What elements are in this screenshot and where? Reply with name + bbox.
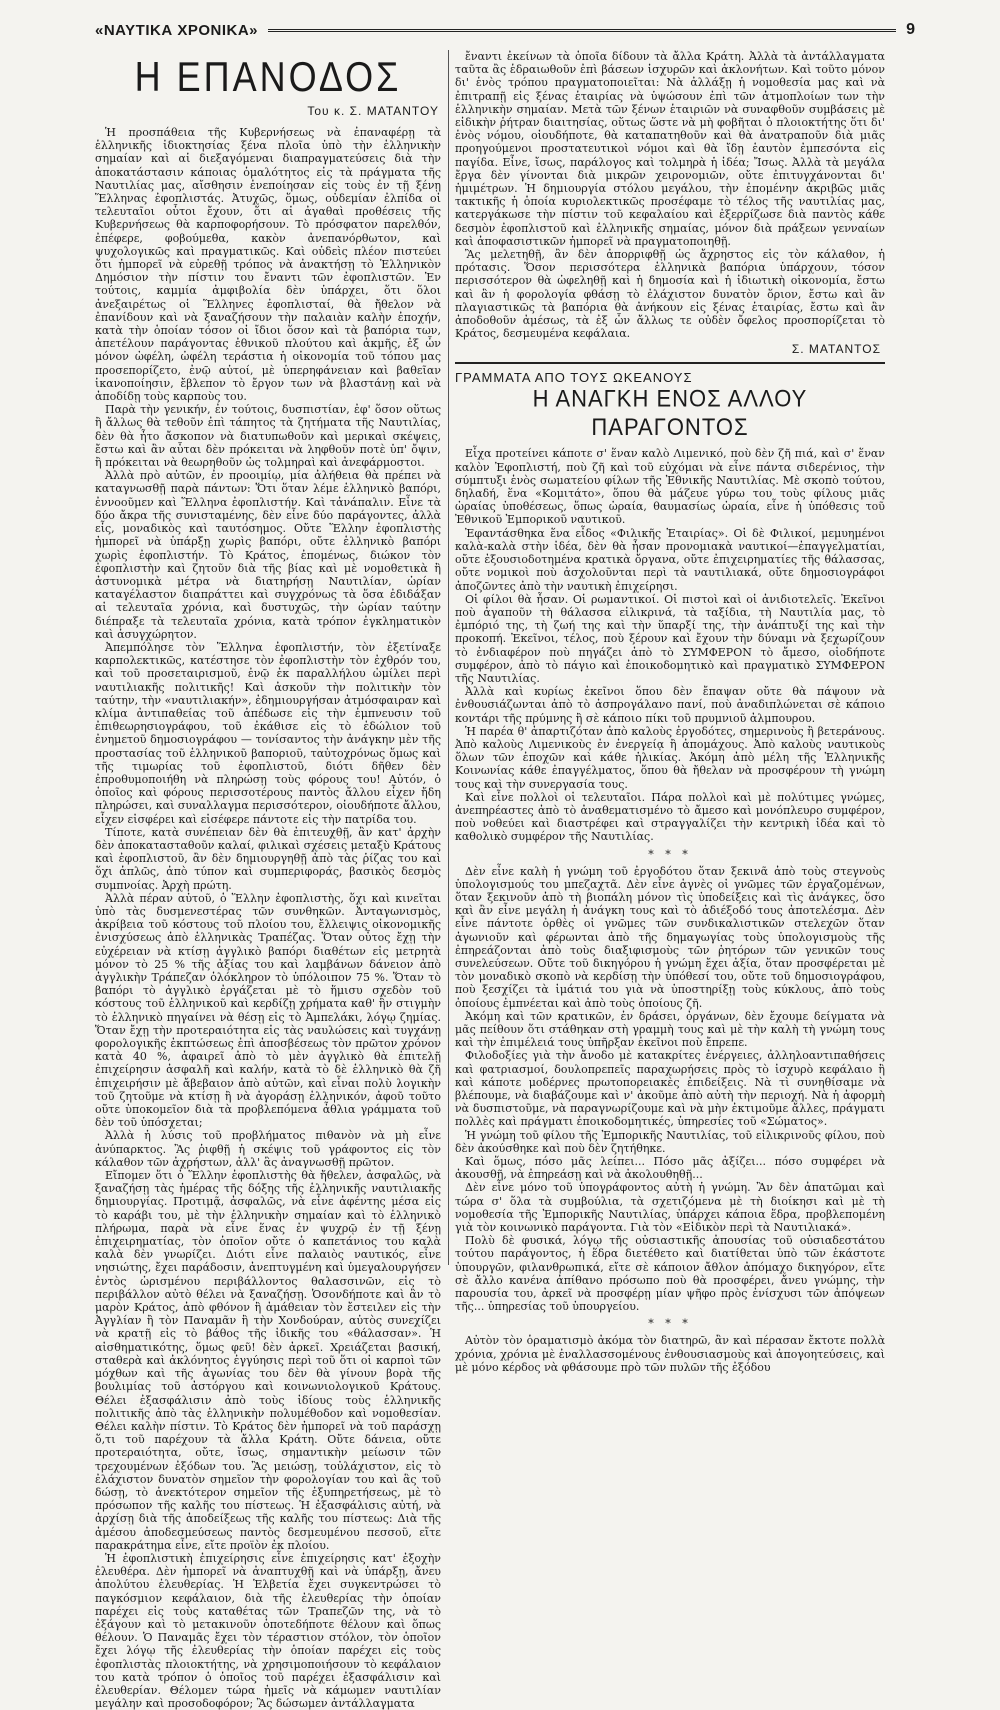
paragraph: Αὐτὸν τὸν ὁραματισμὸ ἀκόμα τὸν διατηρῶ, ἂν καὶ πέρασαν ἔκτοτε πολλὰ χρόνια, χρόνια μὲ ἐναλλασσομένους ἐνθουσιασμοὺς καὶ ἀπογοητεύσεις, καὶ μὲ μόνο κέρδος νὰ φθάσουμε πρὸ τῶν πυλῶν τῆς ἐξόδου	[455, 1334, 885, 1374]
paragraph: Δὲν εἶνε καλὴ ἡ γνώμη τοῦ ἐργοδότου ὅταν ξεκινᾶ ἀπὸ τοὺς στεγνοὺς ὑπολογισμούς του μπεζαχτᾶ. Δὲν εἶνε ἁγνὲς οἱ γνῶμες τῶν ἐργαζομένων, ὅταν ξεκινοῦν ἀπὸ τὴ βιοπάλη μόνον τὶς ὑποδείξεις καὶ τὶς ἀνάγκες, ὅσο καὶ ἂν εἶνε μεγάλη ἡ ἀνάγκη τους καὶ τὸ ἀδιέξοδό τους ἀποτελέσμα. Δὲν εἶνε πάντοτε ὀρθὲς οἱ γνῶμες τῶν συνδικαλιστικῶν στελεχῶν ὅταν ἀγωνιοῦν καὶ φέρωνται ἀπὸ τῆς δημαγωγίας τοὺς ὑπολογισμοὺς τῆς ἐπηρεάζονται ἀπὸ τοὺς διαξιφισμοὺς τῶν ῥητόρων τῶν γενικῶν τους συνελεύσεων. Οὔτε τοῦ δικηγόρου ἡ γνώμη ἔχει ἀξία, ὅταν προσφέρεται μὲ τὸν μοναδικὸ σκοπὸ νὰ κερδίσῃ τὴν ὑπόθεσί του, οὔτε τοῦ δημοσιογράφου, ποὺ ξεσχίζει τὰ ἱμάτιά του γιὰ νὰ ὑποστηρίξῃ τοὺς κύκλους, ἀπὸ τοὺς ὁποίους ἐμπνέεται καὶ ἀπὸ τοὺς ὁποίους ζῆ.	[455, 864, 885, 1010]
separator-stars: * * *	[648, 847, 692, 861]
page-header	[95, 16, 915, 44]
paragraph: ἔναντι ἐκείνων τὰ ὁποῖα δίδουν τὰ ἄλλα Κράτη. Ἀλλὰ τὰ ἀντάλλαγματα ταῦτα ἂς ἑδραιωθοῦν ἐπὶ βάσεων ἰσχυρῶν καὶ ἀκλονήτων. Καὶ τοῦτο μόνον δι' ἑνὸς τρόπου πραγματοποιεῖται: Νὰ ἀλλάξῃ ἡ νομοθεσία μας καὶ νὰ ἐπιτραπῇ εἰς ξένας ἑταιρίας νὰ ὑψώσουν ἐπὶ τῶν ἀτμοπλοίων των τὴν ἑλληνικὴν σημαίαν. Μετὰ τῶν ξένων ἑταιριῶν νὰ συναφθοῦν συμβάσεις μὲ εἰδικὴν ῥήτραν διαιτησίας, οὕτως ὥστε νὰ μὴ φοβῆται ὁ πλοιοκτήτης ὅτι δι' ἑνὸς νόμου, οἱουδήποτε, θὰ καταπατηθοῦν καὶ θὰ ἀνατραποῦν διὰ μιᾶς προηγούμενοι προστατευτικοὶ νόμοι καὶ θὰ ἴδῃ ἑαυτὸν ἐμπεσόντα εἰς παγίδα. Εἶνε, ἴσως, παράλογος καὶ τολμηρὰ ἡ ἰδέα; Ἴσως. Ἀλλὰ τὰ μεγάλα ἔργα δὲν γίνονται διὰ μικρῶν χειρονομιῶν, οὔτε ἐπιτυγχάνονται δι' ἡμιμέτρων. Ἡ δημιουργία στόλου μεγάλου, τὴν ἐπομένην ἀκριβῶς μιᾶς τακτικῆς ἡ ὁποία κυριολεκτικῶς προσέφαμε τὸ τέλος τῆς ναυτιλίας μας, κατεργάκωσε τὴν πίστιν τοῦ κεφαλαίου καὶ ἐξερρίζωσε διὰ παντὸς κάθε δεσμὸν ἐφοπλιστοῦ καὶ ἑλληνικῆς σημαίας, μόνον διὰ πράξεων γενναίων καὶ ἀποφασιστικῶν ἠμπορεῖ νὰ πραγματοποιηθῇ.	[455, 50, 885, 248]
article-body-right	[455, 50, 885, 340]
paragraph: Εἶχα προτείνει κάποτε σ' ἕναν καλὸ Λιμενικό, ποὺ δὲν ζῆ πιά, καὶ σ' ἕναν καλὸν Ἐφοπλιστή, ποὺ ζῆ καὶ τοῦ εὐχόμαι νὰ εἶνε πάντα σιδερένιος, τὴν σύμπτυξι ἑνὸς σωματείου φίλων τῆς Ἐθνικῆς Ναυτιλίας. Μὲ σκοπὸ τούτου, δηλαδή, ἕνα «Κομιτάτο», ὅπου θὰ μάζευε γύρω του τοὺς φίλους μιᾶς ὡραίας ὑποθέσεως, ὅπως ὡραία, θαυμασίως ὡραία, εἶνε ἡ ὑπόθεσις τοῦ Ἐθνικοῦ Ἐμπορικοῦ ναυτικοῦ.	[455, 447, 885, 527]
paragraph: Ἡ παρέα θ' ἀπαρτιζόταν ἀπὸ καλοὺς ἐργοδότες, σημερινοὺς ἢ βετεράνους. Ἀπὸ καλοὺς Λιμενικοὺς ἐν ἐνεργείᾳ ἢ ἀπομάχους. Ἀπὸ καλοὺς ναυτικοὺς ὅλων τῶν ἐποχῶν καὶ κάθε ἡλικίας. Ἀκόμη ἀπὸ μέλη τῆς Ἑλληνικῆς Κοινωνίας κάθε ἐπαγγέλματος, ὅπου θὰ ἤθελαν νὰ προσφέρουν τὴ γνώμη τους καὶ τὴν συνεργασία τους.	[455, 724, 885, 791]
separator-stars-2: * * *	[648, 1317, 692, 1331]
paragraph: Πολὺ δὲ φυσικά, λόγῳ τῆς οὐσιαστικῆς ἀπουσίας τοῦ οὐσιαδεστάτου τούτου παράγοντος, ἡ ἕδρα διετέθετο καὶ διατίθεται ὑπὸ τῶν ἑκάστοτε ὑπουργῶν, φιλανθρωπικά, εἴτε σὲ κάποιον ἄθλον ἀπόμαχο δικηγόρον, εἴτε σὲ ἄλλο κανένα ἀπίθανο πρόσωπο ποὺ θὰ προσφέρει, ἄνευ γνώμης, τὴν παρουσία του, ἀρκεῖ νὰ προσφέρῃ μίαν ψῆφο πρὸς ἐνίσχυσι τῶν ἀπόψεων τῆς... ὑπηρεσίας τοῦ ὑπουργείου.	[455, 1234, 885, 1314]
paragraph: Εἴπομεν ὅτι ὁ Ἕλλην ἐφοπλιστὴς θὰ ἤθελεν, ἀσφαλῶς, νὰ ξαναζήσῃ τὰς ἡμέρας τῆς δόξης τῆς ἑλληνικῆς ναυτιλιακῆς δημιουργίας. Προτιμᾷ, ἀσφαλῶς, νὰ εἶνε ἀφέντης μέσα εἰς τὸ καράβι του, μὲ τὴν ἑλληνικὴν σημαίαν καὶ τὸ ἑλληνικὸ πλήρωμα, παρὰ νὰ εἶνε ἕνας ἐν ψυχρῷ ἐν τῇ ξένῃ ἐπιχειρηματίας, τὸν ὁποῖον οὔτε ὁ καπετάνιος του καλὰ καλὰ δὲν γνωρίζει. Διότι εἶνε παλαιὸς ναυτικός, εἶνε νησιώτης, ἔχει παράδοσιν, ἀνεπτυγμένη καὶ ὑμεγαλουργήσεν ἐντὸς ὡρισμένου περιβάλλοντος θαλασσινῶν, εἰς τὸ περιβάλλον αὐτὸ θέλει νὰ ξαναζήσῃ. Ὁσονδήποτε καὶ ἂν τὸ μαρὸν Κράτος, ἀπὸ φθόνον ἢ ἀμάθειαν τὸν ἔστειλεν εἰς τὴν Ἀγγλίαν ἢ τὸν Παναμᾶν ἢ τὴν Χονδούραν, αὐτὸς συνεχίζει νὰ κρατῇ εἰς τὸ βάθος τῆς ἰδικῆς του «θάλασσαν». Ἡ αἰσθηματικότης, ὅμως φεῦ! δὲν ἀρκεῖ. Χρειάζεται βασική, σταθερὰ καὶ ἀκλόνητος ἐγγύησις περὶ τοῦ ὅτι οἱ καρποὶ τῶν μόχθων καὶ τῆς ἀγωνίας του δὲν θὰ γίνουν βορὰ τῆς βουλιμίας τοῦ ἀστόργου καὶ κοινωνιολογικοῦ Κράτους. Θέλει ἐξασφάλισιν ἀπὸ τοὺς ἰδίους τοὺς ἑλληνικῆς πολιτικῆς ἀπὸ τὰς ἑλληνικὴν πολυμέθοδον καὶ νομοθεσίαν. Θέλει καλὴν πίστιν. Τὸ Κράτος δὲν ἠμπορεῖ νὰ τοῦ παράσχῃ ὅ,τι τοῦ παρέχουν τὰ ἄλλα Κράτη. Οὔτε δάνεια, οὔτε προτεραιότητα, οὔτε, ἴσως, σημαντικὴν μείωσιν τῶν τρεχουμένων ἐξόδων του. Ἂς μειώσῃ, τοὐλάχιστον, εἰς τὸ ἐλάχιστον δυνατὸν σημεῖον τὴν φορολογίαν του καὶ ἃς τοῦ δώσῃ, τὸ ἀνεκτότερον σημεῖον τῆς ἐξυπηρετήσεως, μὲ τὸ πρόσωπον τῆς καλῆς του πίστεως. Ἡ ἐξασφάλισις αὐτή, νὰ ἀρχίσῃ διὰ τῆς ἀποδείξεως τῆς καλῆς του πίστεως: Διὰ τῆς ἀμέσου ἀποδεσμεύσεως παντὸς δεσμευμένου πεσσοῦ, εἴτε παρακράτημα εἶνε, εἴτε προϊὸν ἐκ πλοίου.	[95, 1169, 441, 1552]
paragraph: Ἡ ἐφοπλιστικὴ ἐπιχείρησις εἶνε ἐπιχείρησις κατ' ἐξοχὴν ἐλευθέρα. Δὲν ἠμπορεῖ νὰ ἀναπτυχθῇ καὶ νὰ ὑπάρξῃ, ἄνευ ἀπολύτου ἐλευθερίας. Ἡ Ἑλβετία ἔχει συγκεντρώσει τὸ παγκόσμιον κεφάλαιον, διὰ τῆς ἐλευθερίας τὴν ὁποίαν παρέχει εἰς τοὺς καταθέτας τῶν Τραπεζῶν της, νὰ τὸ ἐξάγουν καὶ τὸ μετακινοῦν ὁποτεδήποτε θέλουν καὶ ὅπως θέλουν. Ὁ Παναμᾶς ἔχει τὸν τέραστιον στόλον, τὸν ὁποῖον ἔχει λόγῳ τῆς ἐλευθερίας τὴν ὁποίαν παρέχει εἰς τοὺς ἐφοπλιστὰς πλοιοκτήτης, νὰ χρησιμοποιήσουν τὸ κεφάλαιον του κατὰ τρόπον ὁ ὁποῖος τοῦ παρέχει ἐξασφάλισιν καὶ ἐλευθερίαν. Θέλομεν τώρα ἡμεῖς νὰ κάμωμεν ναυτιλίαν μεγάλην καὶ προσοδοφόρον; Ἂς δώσωμεν ἀντάλλαγματα	[95, 1551, 441, 1710]
paragraph: Οἱ φίλοι θὰ ἦσαν. Οἱ ρωμαντικοί. Οἱ πιστοὶ καὶ οἱ ἀνιδιοτελεῖς. Ἐκεῖνοι ποὺ ἀγαποῦν τὴ θάλασσα εἰλικρινά, τὰ ταξίδια, τὴ Ναυτιλία μας, τὸ ἐμπόριό της, τὴ ζωή της καὶ τὴν ὕπαρξί της, τὴν ἀνάπτυξί της καὶ τὴν προκοπή. Ἐκεῖνοι, τέλος, ποὺ ξέρουν καὶ ἔχουν τὴν δύναμι νὰ ξεχωρίζουν τὸ ἐνδιαφέρον ποὺ πηγάζει ἀπὸ τὸ ΣΥΜΦΕΡΟΝ τὸ ἄμεσο, οἱοδήποτε συμφέρον, ἀπὸ τὸ πάγιο καὶ ἐποικοδομητικὸ καὶ πραγματικὸ ΣΥΜΦΕΡΟΝ τῆς Ναυτιλίας.	[455, 592, 885, 685]
second-article-body-part3	[455, 1334, 885, 1374]
second-article-body-part2	[455, 865, 885, 1314]
paragraph: Ἡ προσπάθεια τῆς Κυβερνήσεως νὰ ἐπαναφέρῃ τὰ ἑλληνικῆς ἰδιοκτησίας ξένα πλοῖα ὑπὸ τὴν ἑλληνικὴν σημαίαν καὶ αἱ διεξαγόμεναι διαπραγματεύσεις διὰ τὴν ἀποκατάστασιν κάποιας ὁμαλότητος εἰς τὰ πράγματα τῆς Ναυτιλίας μας, αἴσθησιν ἐνεποίησαν εἰς τοὺς ἐν τῇ ξένῃ Ἕλληνας ἐφοπλιστάς. Ἀτυχῶς, ὅμως, οὐδεμίαν ἐλπίδα οἱ τελευταῖοι οὗτοι ἔχουν, ὅτι αἱ ἀγαθαὶ προθέσεις τῆς Κυβερνήσεως θὰ καρποφορήσουν. Τὸ πρόσφατον παρελθόν, ἐπέφερε, φοβούμεθα, κακὸν ἀνεπανόρθωτον, καὶ ψυχολογικῶς καὶ πραγματικῶς. Καὶ οὐδεὶς πλέον πιστεύει ὅτι ἠμπορεῖ νὰ εὑρεθῇ τρόπος νὰ ἀνακτήσῃ τὸ Ἑλληνικὸν Δημόσιον τὴν πίστιν του ἔναντι τῶν ἐφοπλιστῶν. Ἐν τούτοις, καμμία ἀμφιβολία δὲν ὑπάρχει, ὅτι ὅλοι ἀνεξαιρέτως οἱ Ἕλληνες ἐφοπλισταί, θὰ ἤθελον νὰ ἐπανίδουν καὶ νὰ ξαναζήσουν τὴν παλαιὰν καλὴν ἐποχήν, κατὰ τὴν ὁποίαν τόσον οἱ ἴδιοι ὅσον καὶ τὰ βαπόρια των, ἀπετέλουν παράγοντας ἐθνικοῦ πλούτου καὶ ἀκμῆς, ἐξ ὧν μόνον ὠφέλη, ὠφέλη τεράστια ἡ οἰκονομία τοῦ τόπου μας προσεπορίζετο, ἐνῷ αὐτοί, μὲ ὑπερηφάνειαν καὶ βαθεῖαν ἱκανοποίησιν, ἔβλεπον τὸ ἔργον των νὰ βλαστάνῃ καὶ νὰ ἀποδίδῃ τοὺς καρποὺς του.	[95, 126, 441, 404]
paragraph: Τίποτε, κατὰ συνέπειαν δὲν θὰ ἐπιτευχθῇ, ἂν κατ' ἀρχὴν δὲν ἀποκατασταθοῦν καλαί, φιλικαὶ σχέσεις μεταξὺ Κράτους καὶ ἐφοπλιστοῦ, ἂν δὲν δημιουργηθῇ ἀπὸ τὰς ῥίζας του καὶ ὅχι ἁπλῶς, ἀπὸ τύπον καὶ συμπεριφοράς, βασικὸς δεσμὸς συμπνοίας. Ἀρχὴ πρώτη.	[95, 825, 441, 892]
paragraph: Παρὰ τὴν γενικήν, ἐν τούτοις, δυσπιστίαν, ἐφ' ὅσον οὕτως ἢ ἄλλως θὰ τεθοῦν ἐπὶ τάπητος τὰ ζητήματα τῆς Ναυτιλίας, δὲν θὰ ἦτο ἄσκοπον νὰ διατυπωθοῦν καὶ μερικαὶ σκέψεις, ἔστω καὶ ἂν αὗται δὲν πρόκειται νὰ ληφθοῦν ποτὲ ὑπ' ὄψιν, ἢ πρόκειται νὰ θεωρηθοῦν ὡς τολμηραὶ καὶ ἀνεφάρμοστοι.	[95, 403, 441, 470]
paragraph: Φιλοδοξίες γιὰ τὴν ἄνοδο μὲ κατακρίτες ἐνέργειες, ἀλληλοαντιπαθήσεις καὶ φατριασμοί, δουλοπρεπεῖς παραχωρήσεις πρὸς τὸ ἰσχυρὸ κεφάλαιο ἢ καὶ κάποτε μοδέρνες πρωτοπορειακὲς ἐπιδείξεις. Νὰ τὶ συνηθίσαμε νὰ βλέπουμε, νὰ διαβάζουμε καὶ ν' ἀκοῦμε ἀπὸ αὐτὴ τὴν περιοχή. Νὰ ἡ ἀφορμὴ νὰ δυσπιστοῦμε, νὰ παραγνωρίζουμε καὶ νὰ μὴν ἐκτιμοῦμε ἄλλες, πράγματι πολλὲς καὶ πράγματι ἐποικοδομητικές, ὑπηρεσίες τοῦ «Σώματος».	[455, 1049, 885, 1129]
paragraph: Ἡ γνώμη τοῦ φίλου τῆς Ἐμπορικῆς Ναυτιλίας, τοῦ εἰλικρινοῦς φίλου, ποὺ δὲν ἀκούσθηκε καὶ ποὺ δὲν ζητήθηκε.	[455, 1128, 885, 1155]
paragraph: Καὶ εἶνε πολλοὶ οἱ τελευταῖοι. Πάρα πολλοὶ καὶ μὲ πολύτιμες γνώμες, ἀνεπηρέαστες ἀπὸ τὸ ἀναθεματισμένο τὸ ἄμεσο καὶ μονόπλευρο συμφέρον, ποὺ νοθεύει καὶ διαστρέφει καὶ στραγγαλίζει τὴν κεντρικὴ ἰδέα καὶ τὸ καθολικὸ συμφέρον τῆς Ναυτιλίας.	[455, 790, 885, 844]
paragraph: Ἐφαντάσθηκα ἕνα εἶδος «Φιλικῆς Ἑταιρίας». Οἱ δὲ Φιλικοί, μεμυημένοι καλὰ-καλὰ στὴν ἰδέα, δὲν θὰ ἦσαν προνομιακὰ ναυτικοί—ἐπαγγελματίαι, οὔτε ἐξουσιοδοτημένα κρατικὰ ὄργανα, οὔτε ἐπιχειρηματίες τῆς θάλασσας, οὔτε νομικοὶ ποὺ ἀσχολοῦνται περὶ τὰ ναυτιλιακά, οὔτε δημοσιογράφοι ἀποζῶντες ἀπὸ τὴν ναυτικὴ ἐπιχείρησι.	[455, 526, 885, 593]
paragraph: Ἀκόμη καὶ τῶν κρατικῶν, ἐν δράσει, ὀργάνων, δὲν ἔχουμε δείγματα νὰ μᾶς πείθουν ὅτι στάθηκαν στὴ γραμμὴ τους καὶ μὲ τὴν καλὴ τὴ γνώμη τους καὶ τὴν ἐπιμέλειά τους ὑπῆρξαν ἐκεῖνοι ποὺ ἔπρεπε.	[455, 1009, 885, 1050]
left-column	[95, 50, 441, 1710]
column-divider	[448, 50, 449, 1265]
paragraph: Ἂς μελετηθῇ, ἂν δὲν ἀπορριφθῇ ὡς ἄχρηστος εἰς τὸν κάλαθον, ἡ πρότασις. Ὅσον περισσότερα ἑλληνικὰ βαπόρια ὑπάρχουν, τόσον περισσότερον θὰ ὠφεληθῇ καὶ ἡ δημοσία καὶ ἡ ἰδιωτικὴ οἰκονομία, ἔστω καὶ ἂν ἡ φορολογία φθάσῃ τὸ ἐλάχιστον δυνατὸν ὅριον, ἔστω καὶ ἂν πλαγιαστικῶς τὰ βαπόρια θὰ ἀνήκουν εἰς ξένας ἑταιρίας, ἔστω καὶ ἂν ἀποδοθοῦν ἀμέσως, τὰ ἐξ ὧν ἄλλως τε οὐδὲν ὄφελος προσπορίζεται τὸ Κράτος, δεσμευμένα κεφάλαια.	[455, 248, 885, 341]
article-signature: Σ. ΜΑΤΑΝΤΟΣ	[791, 342, 881, 357]
paragraph: Ἀλλὰ πρὸ αὐτῶν, ἐν προοιμίῳ, μία ἀλήθεια θὰ πρέπει νὰ καταγνωσθῇ παρὰ πάντων: Ὅτι ὅταν λέμε ἑλληνικὸ βαπόρι, ἐννοοῦμεν καὶ Ἕλληνα ἐφοπλιστήν. Καὶ τἀνάπαλιν. Εἶνε τὰ δύο ἄκρα τῆς συνισταμένης, δὲν εἶνε δύο παράγοντες, ἀλλὰ εἷς, μοναδικὸς καὶ ταυτόσημος. Οὔτε Ἕλλην ἐφοπλιστὴς ἠμπορεῖ νὰ ὑπάρξῃ χωρὶς βαπόρι, οὔτε ἑλληνικὸ βαπόρι χωρὶς ἐφοπλιστήν. Τὸ Κράτος, ἐπομένως, διώκον τὸν ἐφοπλιστὴν καὶ ζητοῦν διὰ τῆς βίας καὶ μὲ νομοθετικὰ ἢ ἀστυνομικὰ μέτρα νὰ διατηρήσῃ Ναυτιλίαν, ὡρίαν καταγέλαστον διαπράττει καὶ συγχρόνως τὰ ὅσα ἐδιδάξαν αἱ τελευταῖα χρόνια, καὶ δυστυχῶς, τὴν ὡρίαν ταύτην διέπραξε τὰ τελευταῖα χρόνια, κατὰ τρόπον ἐγκληματικὸν καὶ ἀσυγχώρητον.	[95, 469, 441, 641]
section-rule	[455, 362, 885, 364]
section-kicker: ΓΡΑΜΜΑΤΑ ΑΠΟ ΤΟΥΣ ΩΚΕΑΝΟΥΣ	[455, 370, 693, 386]
paragraph: Καὶ ὅμως, πόσο μᾶς λείπει... Πόσο μᾶς ἀξίζει... πόσο συμφέρει νὰ ἀκουσθῇ, νὰ ἐπηρεάσῃ καὶ νὰ ἀκολουθηθῇ...	[455, 1155, 885, 1182]
article-body-left	[95, 126, 441, 1710]
paragraph: Δὲν εἶνε μόνο τοῦ ὑπογράφοντος αὐτὴ ἡ γνώμη. Ἂν δὲν ἀπατῶμαι καὶ τώρα σ' ὅλα τὰ συμβούλια, τὰ σχετιζόμενα μὲ τὴ διοίκησι καὶ μὲ τὴ νομοθεσία τῆς Ἐμπορικῆς Ναυτιλίας, ὑπάρχει κάποια ἕδρα, προβλεπομένη γιὰ τὸν κοινωνικὸ παράγοντα. Γιὰ τὸν «Εἰδικὸν περὶ τὰ Ναυτιλιακά».	[455, 1181, 885, 1235]
paragraph: Ἀπεμπόλησε τὸν Ἕλληνα ἐφοπλιστήν, τὸν ἐξετίναξε καρπολεκτικῶς, κατέστησε τὸν ἐφοπλιστὴν τὸν ἐχθρόν του, καὶ τοῦ προσεταιρισμοῦ, ἐνῷ ἐκ παραλλήλου ὡμίλει περὶ ναυτιλιακῆς πολιτικῆς! Καὶ ἀσκοῦν τὴν πολιτικὴν τὸν ταύτην, τὴν «ναυτιλιακήν», ἐδημιουργήσαν ἀτμόσφαιραν καὶ κλίμα ἀντιπαθείας τοῦ ἀπέδωσε εἰς τὴν ἐμπνευσιν τοῦ ἐπιθεωρησιογράφου, τοῦ ἐκάθισε εἰς τὸ ἑδώλιον τοῦ ἐνημετοῦ δημοσιογράφου — τονίσαντος τὴν ἀνάγκην μὲν τῆς προστασίας τοῦ ἑλληνικοῦ βαποριοῦ, ταὐτοχρόνως ὅμως καὶ τῆς τιμωρίας τοῦ ἐφοπλιστοῦ, διότι δῆθεν δὲν ἐπροθυμοποιήθη νὰ πληρώσῃ τοὺς φόρους του! Αὐτόν, ὁ ὁποῖος καὶ φόρους περισσοτέρους παντὸς ἄλλου εἶχεν ἤδη πληρώσει, καὶ συναλλαγμα περισσότερον, οἰουδήποτε ἄλλου, εἶχεν εἰσφέρει καὶ εἰσέφερε πάντοτε εἰς τὴν πατρίδα του.	[95, 640, 441, 826]
publication-title: «ΝΑΥΤΙΚΑ ΧΡΟΝΙΚΑ»	[95, 21, 258, 39]
second-article-title: Η ΑΝΑΓΚΗ ΕΝΟΣ ΑΛΛΟΥ ΠΑΡΑΓΟΝΤΟΣ	[532, 384, 808, 441]
paragraph: Ἀλλὰ ἡ λύσις τοῦ προβλήματος πιθανὸν νὰ μὴ εἶνε ἀνύπαρκτος. Ἂς ῥιφθῇ ἡ σκέψις τοῦ γράφοντος εἰς τὸν κάλαθον τῶν ἀχρήστων, ἀλλ' ἃς ἀναγνωσθῇ πρῶτον.	[95, 1129, 441, 1169]
second-article-body-part1	[455, 447, 885, 843]
paragraph: Ἀλλὰ πέραν αὐτοῦ, ὁ Ἕλλην ἐφοπλιστὴς, ὅχι καὶ κινεῖται ὑπὸ τὰς δυσμενεστέρας τῶν συνθηκῶν. Ἀνταγωνισμὸς, ἀκρίβεια τοῦ κόστους τοῦ πλοίου του, ἔλλειψις οἰκονομικῆς ἐνισχύσεως ἀπὸ ἑλληνικὰς Τραπέζας. Ὅταν οὗτος ἔχῃ τὴν εὐχέρειαν νὰ κτίσῃ ἀγγλικὸ βαπόρι διαθέτων εἰς μετρητὰ μόνον τὸ 25 % τῆς ἀξίας του καὶ λαμβάνων δάνειον ἀπὸ ἀγγλικὴν Τράπεζαν ὁλόκληρον τὸ ὑπόλοιπον 75 %. Ὅταν τὸ βαπόρι τὸ ἀγγλικὸ ἐργάζεται μὲ τὸ ἥμισυ σχεδὸν τοῦ κόστους τοῦ ἑλληνικοῦ καὶ κερδίζῃ χρήματα καθ' ἣν στιγμὴν τὸ ἑλληνικὸ πηγαίνει νὰ θέσῃ εἰς τὸ Ἀμπελάκι, λόγῳ ζημίας. Ὅταν ἔχῃ τὴν προτεραιότητα εἰς τὰς ναυλώσεις καὶ τυγχάνῃ φορολογικῆς ἐκπτώσεως ἐπὶ ἀποσβέσεως τὸν πρῶτον χρόνον κατὰ 40 %, ἀφαιρεῖ ἀπὸ τὸ μὲν ἀγγλικὸ θὰ ἐπιτελῇ ἐπιχείρησιν ἀσφαλῆ καὶ καλήν, κατὰ τὸ δὲ ἑλληνικὸ θὰ ζῆ ἐπιχειρήσιν μὲ ἄβεβαιον ἀπὸ αὐτῶν, καὶ εἶναι πολὺ λογικὴν τοῦ ζητοῦμε νὰ κτίσῃ ἢ νὰ ἀγοράσῃ ἑλληνικόν, ἀφοῦ τοῦτο οὔτε ὑποκομεῖον διὰ τὰ προβλεπόμενα ἆθλια γράμματα τοῦ δὲν τοῦ ὑπόσχεται;	[95, 891, 441, 1130]
article-title: Η ΕΠΑΝΟΔΟΣ	[134, 52, 402, 100]
paragraph: Ἀλλὰ καὶ κυρίως ἐκεῖνοι ὅπου δὲν ἔπαψαν οὔτε θὰ πάψουν νὰ ἐνθουσιάζωνται ἀπὸ τὸ ἀσπρογάλανο πανί, ποὺ ἀναδιπλώνεται σὲ κάποιο κοντάρι τῆς πρύμνης ἢ σὲ κάποιο πίκι τοῦ πρυμνιοῦ ἀλμπουρου.	[455, 685, 885, 725]
header-rule	[268, 29, 896, 32]
article-byline: Του κ. Σ. ΜΑΤΑΝΤΟΥ	[307, 104, 439, 118]
page-number: 9	[906, 21, 915, 38]
right-column	[455, 50, 885, 1374]
